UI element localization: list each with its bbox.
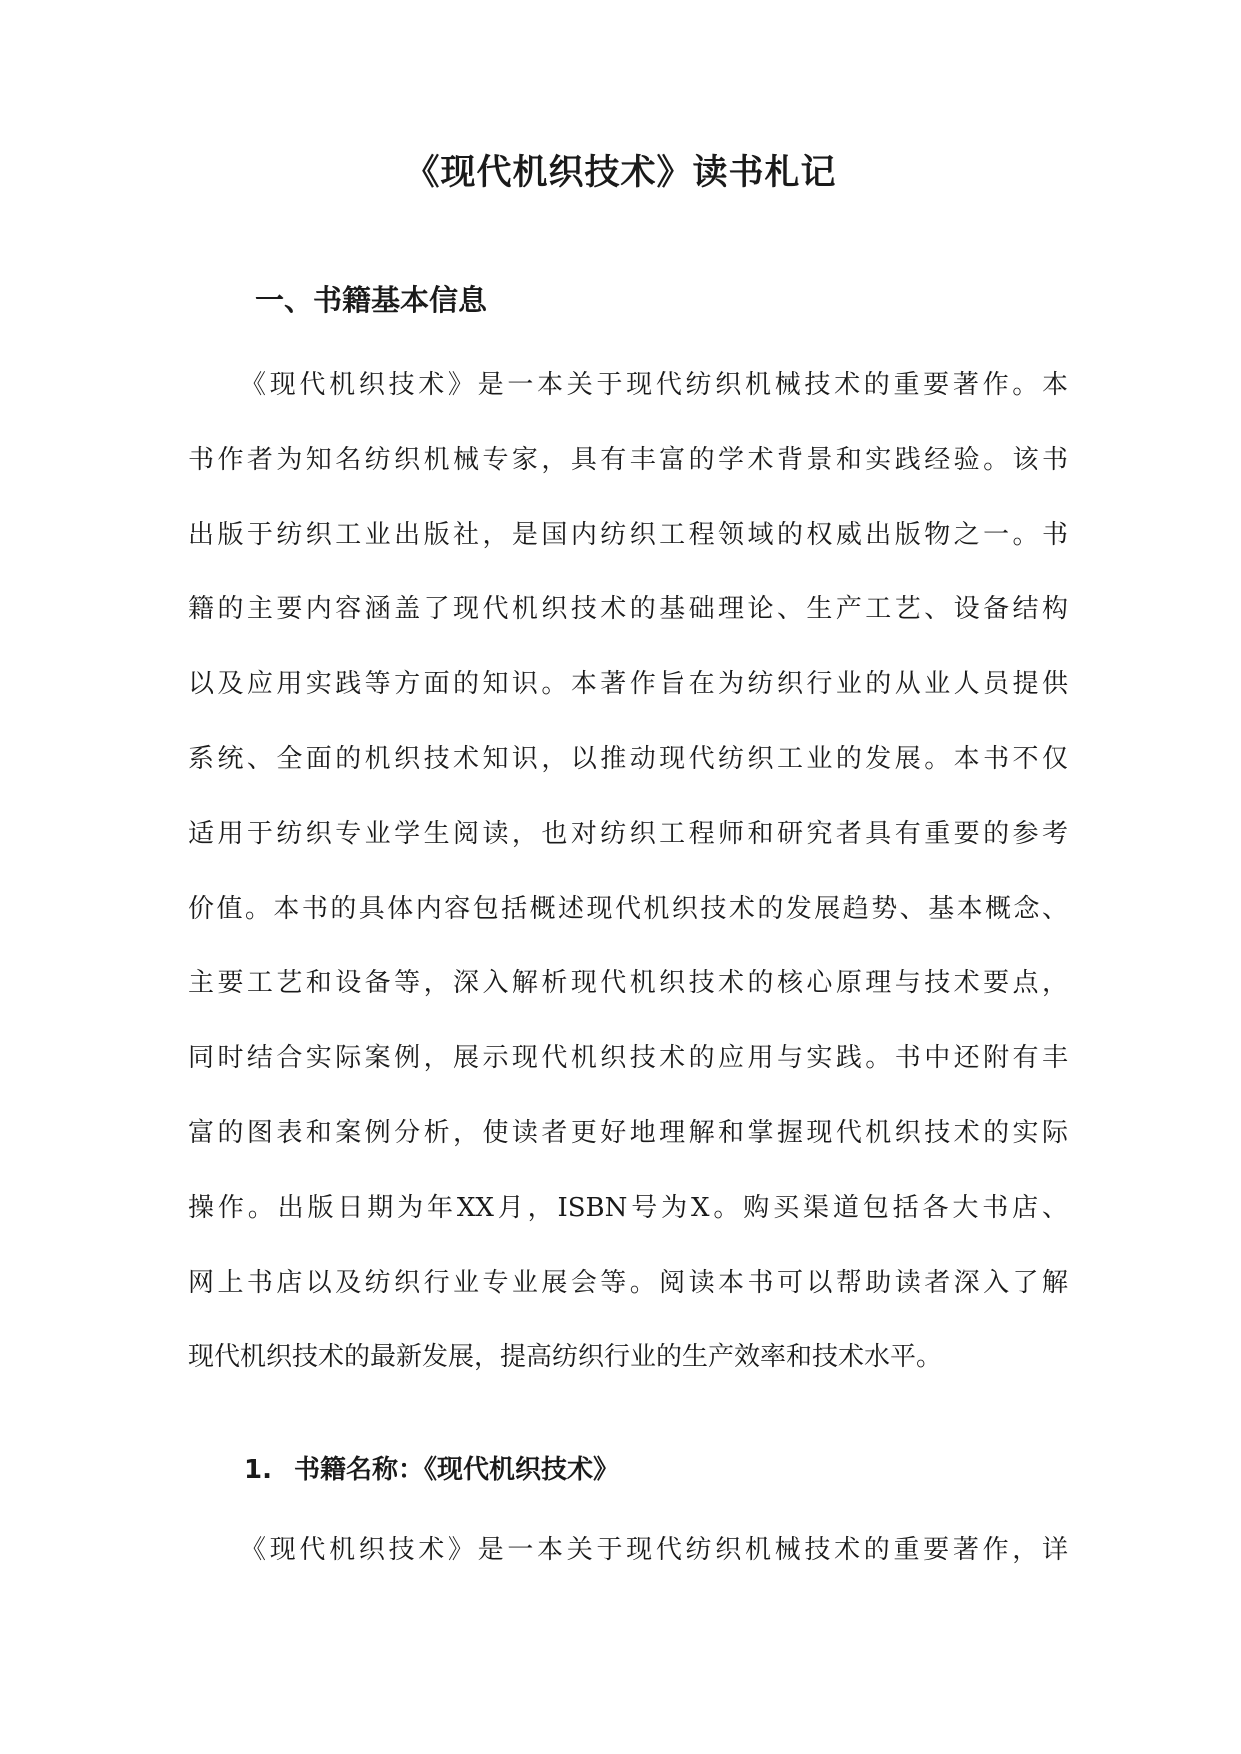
document-title: 《现代机织技术》读书札记 (404, 153, 837, 193)
paragraph-line: 以及应用实践等方面的知识。本著作旨在为纺织行业的从业人员提供 (188, 669, 1068, 700)
paragraph-line: 操作。出版日期为年XX月，ISBN号为X。购买渠道包括各大书店、 (188, 1192, 1068, 1223)
paragraph-line: 现代机织技术的最新发展，提高纺织行业的生产效率和技术水平。 (188, 1342, 943, 1373)
paragraph-line: 富的图表和案例分析，使读者更好地理解和掌握现代机织技术的实际 (188, 1117, 1068, 1148)
paragraph-line: 适用于纺织专业学生阅读，也对纺织工程师和研究者具有重要的参考 (188, 818, 1068, 849)
paragraph-line: 籍的主要内容涵盖了现代机织技术的基础理论、生产工艺、设备结构 (188, 594, 1068, 625)
subsection-heading-book-name (244, 1448, 619, 1492)
paragraph-line: 系统、全面的机织技术知识，以推动现代纺织工业的发展。本书不仅 (188, 743, 1068, 774)
section-heading-basic-info: 一、书籍基本信息 (255, 283, 488, 317)
subsection-number: 1. (244, 1455, 272, 1485)
paragraph-line: 书作者为知名纺织机械专家，具有丰富的学术背景和实践经验。该书 (188, 444, 1068, 475)
subsection-paragraph-line: 《现代机织技术》是一本关于现代纺织机械技术的重要著作，详 (240, 1535, 1068, 1565)
paragraph-line: 价值。本书的具体内容包括概述现代机织技术的发展趋势、基本概念、 (188, 893, 1068, 924)
paragraph-line: 主要工艺和设备等，深入解析现代机织技术的核心原理与技术要点， (188, 968, 1068, 999)
section-paragraph (188, 360, 1068, 1407)
paragraph-line: 《现代机织技术》是一本关于现代纺织机械技术的重要著作。本 (240, 370, 1068, 400)
paragraph-line: 网上书店以及纺织行业专业展会等。阅读本书可以帮助读者深入了解 (188, 1267, 1068, 1298)
subsection-heading-text: 书籍名称：《现代机织技术》 (293, 1455, 619, 1485)
paragraph-line: 同时结合实际案例，展示现代机织技术的应用与实践。书中还附有丰 (188, 1043, 1068, 1074)
paragraph-line: 出版于纺织工业出版社，是国内纺织工程领域的权威出版物之一。书 (188, 519, 1068, 550)
